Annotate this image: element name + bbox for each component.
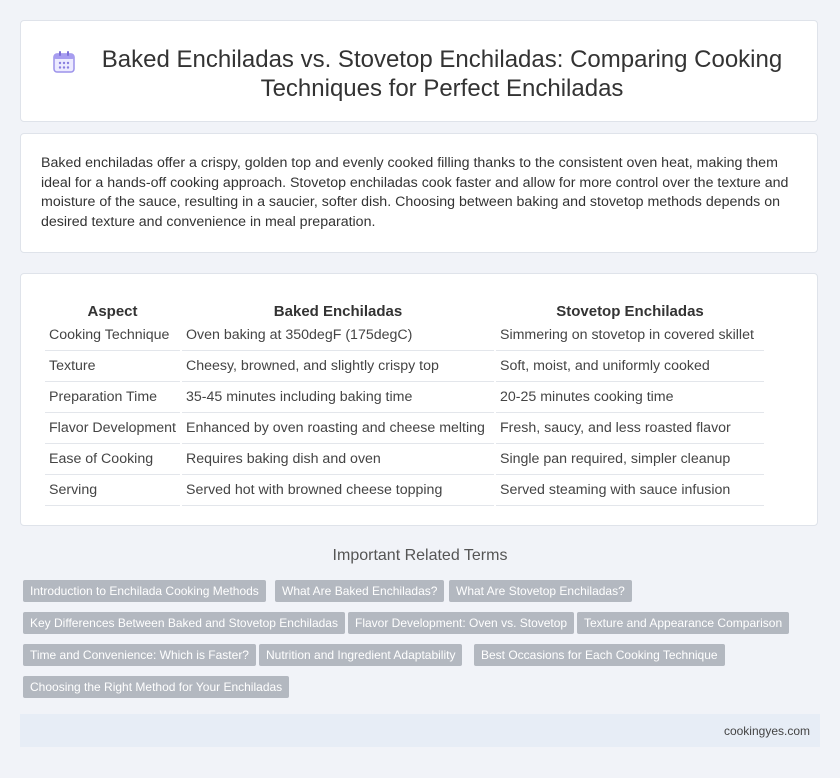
table-cell: Served hot with browned cheese topping — [182, 475, 494, 506]
table-cell: Soft, moist, and uniformly cooked — [496, 351, 764, 382]
table-cell: Ease of Cooking — [45, 444, 180, 475]
related-term-tag[interactable]: Key Differences Between Baked and Stovetop Enchiladas — [23, 612, 345, 634]
related-term-tag[interactable]: Time and Convenience: Which is Faster? — [23, 644, 256, 666]
related-term-tag[interactable]: Best Occasions for Each Cooking Technique — [474, 644, 725, 666]
related-terms-heading: Important Related Terms — [332, 547, 508, 564]
header-aspect: Aspect — [87, 303, 138, 320]
table-row — [45, 320, 764, 351]
table-cell: Fresh, saucy, and less roasted flavor — [496, 413, 764, 444]
table-row — [45, 444, 764, 475]
header-stovetop: Stovetop Enchiladas — [556, 303, 704, 320]
related-term-tag[interactable]: Introduction to Enchilada Cooking Methods — [23, 580, 266, 602]
table-cell: Cheesy, browned, and slightly crispy top — [182, 351, 494, 382]
title-card — [20, 20, 818, 122]
related-term-tag[interactable]: Choosing the Right Method for Your Enchiladas — [23, 676, 289, 698]
table-cell: Enhanced by oven roasting and cheese melting — [182, 413, 494, 444]
table-cell: Cooking Technique — [45, 320, 180, 351]
table-cell: Preparation Time — [45, 382, 180, 413]
table-cell: Texture — [45, 351, 180, 382]
related-term-tag[interactable]: Texture and Appearance Comparison — [577, 612, 789, 634]
comparison-table — [43, 294, 766, 506]
table-row — [45, 382, 764, 413]
table-header-row — [45, 294, 764, 320]
table-row — [45, 351, 764, 382]
footer-site-link[interactable]: cookingyes.com — [723, 724, 810, 738]
table-cell: Single pan required, simpler cleanup — [496, 444, 764, 475]
table-cell: Served steaming with sauce infusion — [496, 475, 764, 506]
summary-text: Baked enchiladas offer a crispy, golden top and evenly cooked filling thanks to the consistent oven heat, making them ideal for a hands-off cooking approach. Stovetop enchiladas cook faster and allow for more control over the texture and moisture of the sauce, resulting in a saucier, softer dish. Choosing between baking and stovetop methods depends on desired texture and convenience in meal preparation. — [41, 155, 789, 230]
comparison-card — [20, 273, 818, 526]
related-term-tag[interactable]: Nutrition and Ingredient Adaptability — [259, 644, 462, 666]
table-cell: Simmering on stovetop in covered skillet — [496, 320, 764, 351]
related-term-tag[interactable]: What Are Baked Enchiladas? — [275, 580, 444, 602]
table-cell: 35-45 minutes including baking time — [182, 382, 494, 413]
related-term-tag[interactable]: What Are Stovetop Enchiladas? — [449, 580, 632, 602]
calendar-icon — [51, 49, 77, 75]
table-cell: Requires baking dish and oven — [182, 444, 494, 475]
summary-card — [20, 133, 818, 253]
table-row — [45, 475, 764, 506]
table-cell: Serving — [45, 475, 180, 506]
footer — [20, 714, 820, 747]
table-cell: Oven baking at 350degF (175degC) — [182, 320, 494, 351]
title-wrap — [21, 21, 817, 103]
table-cell: 20-25 minutes cooking time — [496, 382, 764, 413]
related-term-tag[interactable]: Flavor Development: Oven vs. Stovetop — [348, 612, 574, 634]
page-title: Baked Enchiladas vs. Stovetop Enchiladas: Comparing Cooking Techniques for Perfect Enchiladas — [101, 46, 783, 102]
header-baked: Baked Enchiladas — [273, 303, 403, 320]
table-row — [45, 413, 764, 444]
table-cell: Flavor Development — [45, 413, 180, 444]
